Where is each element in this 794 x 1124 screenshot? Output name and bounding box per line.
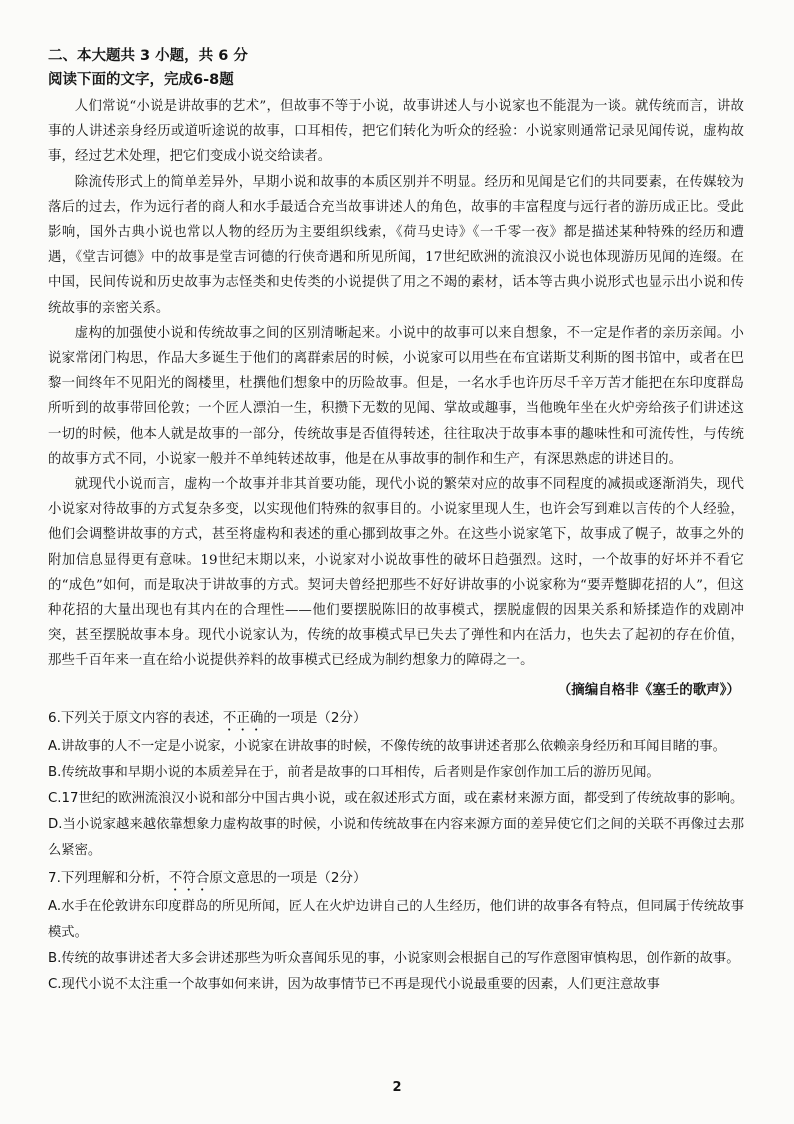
passage-paragraph-2: 除流传形式上的简单差异外，早期小说和故事的本质区别并不明显。经历和见闻是它们的共同要素，在传媒较为落后的过去，作为远行者的商人和水手最适合充当故事讲述人的角色，故事的丰富程度与远行者的游历成正比。受此影响，国外古典小说也常以人物的经历为主要组织线索，《荷马史诗》《一千零一夜》都是描述某种特殊的经历和遭遇，《堂吉诃德》中的故事是堂吉诃德的行侠奇遇和所见所闻，17世纪欧洲的流浪汉小说也体现游历见闻的连缀。在中国，民间传说和历史故事为志怪类和史传类的小说提供了用之不竭的素材，话本等古典小说形式也显示出小说和传统故事的亲密关系。 bbox=[48, 174, 744, 316]
reading-instruction: 阅读下面的文字，完成6-8题 bbox=[48, 72, 234, 88]
page-number: 2 bbox=[392, 1080, 402, 1095]
question-7 bbox=[48, 866, 744, 998]
passage-paragraph-3: 虚构的加强使小说和传统故事之间的区别清晰起来。小说中的故事可以来自想象，不一定是作者的亲历亲闻。小说家常闭门构思，作品大多诞生于他们的离群索居的时候，小说家可以用些在布宜诺斯艾利斯的图书馆中，或者在巴黎一间终年不见阳光的阁楼里，杜撰他们想象中的历险故事。但是，一名水手也许历尽千辛万苦才能把在东印度群岛所听到的故事带回伦敦；一个匠人漂泊一生，积攒下无数的见闻、掌故或趣事，当他晚年坐在火炉旁给孩子们讲述这一切的时候，他本人就是故事的一部分，传统故事是否值得转述，往往取决于故事本事的趣味性和可流传性，与传统的故事方式不同，小说家一般并不单纯转述故事，他是在从事故事的制作和生产，有深思熟虑的讲述目的。 bbox=[48, 325, 744, 467]
question-6 bbox=[48, 706, 744, 864]
passage-paragraph-4: 就现代小说而言，虚构一个故事并非其首要功能，现代小说的繁荣对应的故事不同程度的减损或逐渐消失，现代小说家对待故事的方式复杂多变，以实现他们特殊的叙事目的。小说家里现人生，也许会写到难以言传的个人经验，他们会调整讲故事的方式，甚至将虚构和表述的重心挪到故事之外。在这些小说家笔下，故事成了幌子，故事之外的附加信息显得更有意味。19世纪末期以来，小说家对小说故事性的破坏日趋强烈。这时，一个故事的好坏并不看它的“成色”如何，而是取决于讲故事的方式。契诃夫曾经把那些不好好讲故事的小说家称为“要弄蹩脚花招的人”，但这种花招的大量出现也有其内在的合理性——他们要摆脱陈旧的故事模式，摆脱虚假的因果关系和矫揉造作的戏剧冲突，甚至摆脱故事本身。现代小说家认为，传统的故事模式早已失去了弹性和内在活力，也失去了起初的存在价值，那些千百年来一直在给小说提供养料的故事模式已经成为制约想象力的障碍之一。 bbox=[48, 477, 744, 669]
question-6-option-a: A.讲故事的人不一定是小说家，小说家在讲故事的时候，不像传统的故事讲述者那么依赖亲身经历和耳闻目睹的事。 bbox=[48, 738, 726, 754]
reading-passage bbox=[48, 94, 744, 674]
question-7-stem bbox=[48, 866, 744, 894]
question-6-stem-end: 的一项是（2分） bbox=[263, 709, 367, 726]
question-7-option-a: A.水手在伦敦讲东印度群岛的所见所闻，匠人在火炉边讲自己的人生经历，他们讲的故事各有特点，但同属于传统故事模式。 bbox=[48, 898, 744, 940]
question-6-emphasis: 不正确 bbox=[222, 709, 264, 726]
section-title: 二、本大题共 3 小题，共 6 分 bbox=[48, 48, 248, 64]
question-6-option-b: B.传统故事和早期小说的本质差异在于，前者是故事的口耳相传，后者则是作家创作加工后的游历见闻。 bbox=[48, 764, 660, 780]
question-7-stem-start: 7.下列理解和分析， bbox=[48, 869, 169, 886]
question-6-option-d: D.当小说家越来越依靠想象力虚构故事的时候，小说和传统故事在内容来源方面的差异使它们之间的关联不再像过去那么紧密。 bbox=[48, 816, 744, 858]
passage-paragraph-1: 人们常说“小说是讲故事的艺术”，但故事不等于小说，故事讲述人与小说家也不能混为一谈。就传统而言，讲故事的人讲述亲身经历或道听途说的故事，口耳相传，把它们转化为听众的经验：小说家则通常记录见闻传说，虚构故事，经过艺术处理，把它们变成小说交给读者。 bbox=[48, 99, 744, 165]
question-6-stem-start: 6.下列关于原文内容的表述， bbox=[48, 709, 223, 726]
passage-source: （摘编自格非《塞壬的歌声》） bbox=[557, 681, 740, 698]
question-6-option-c: C.17世纪的欧洲流浪汉小说和部分中国古典小说，或在叙述形式方面，或在素材来源方面，都受到了传统故事的影响。 bbox=[48, 790, 744, 806]
question-6-stem bbox=[48, 706, 744, 734]
question-7-option-b: B.传统的故事讲述者大多会讲述那些为听众喜闻乐见的事，小说家则会根据自己的写作意图审慎构思，创作新的故事。 bbox=[48, 950, 740, 966]
question-7-emphasis: 不符合 bbox=[168, 869, 210, 886]
question-7-stem-end: 原文意思的一项是（2分） bbox=[209, 869, 367, 886]
question-7-option-c: C.现代小说不太注重一个故事如何来讲，因为故事情节已不再是现代小说最重要的因素，人们更注意故事 bbox=[48, 976, 660, 992]
